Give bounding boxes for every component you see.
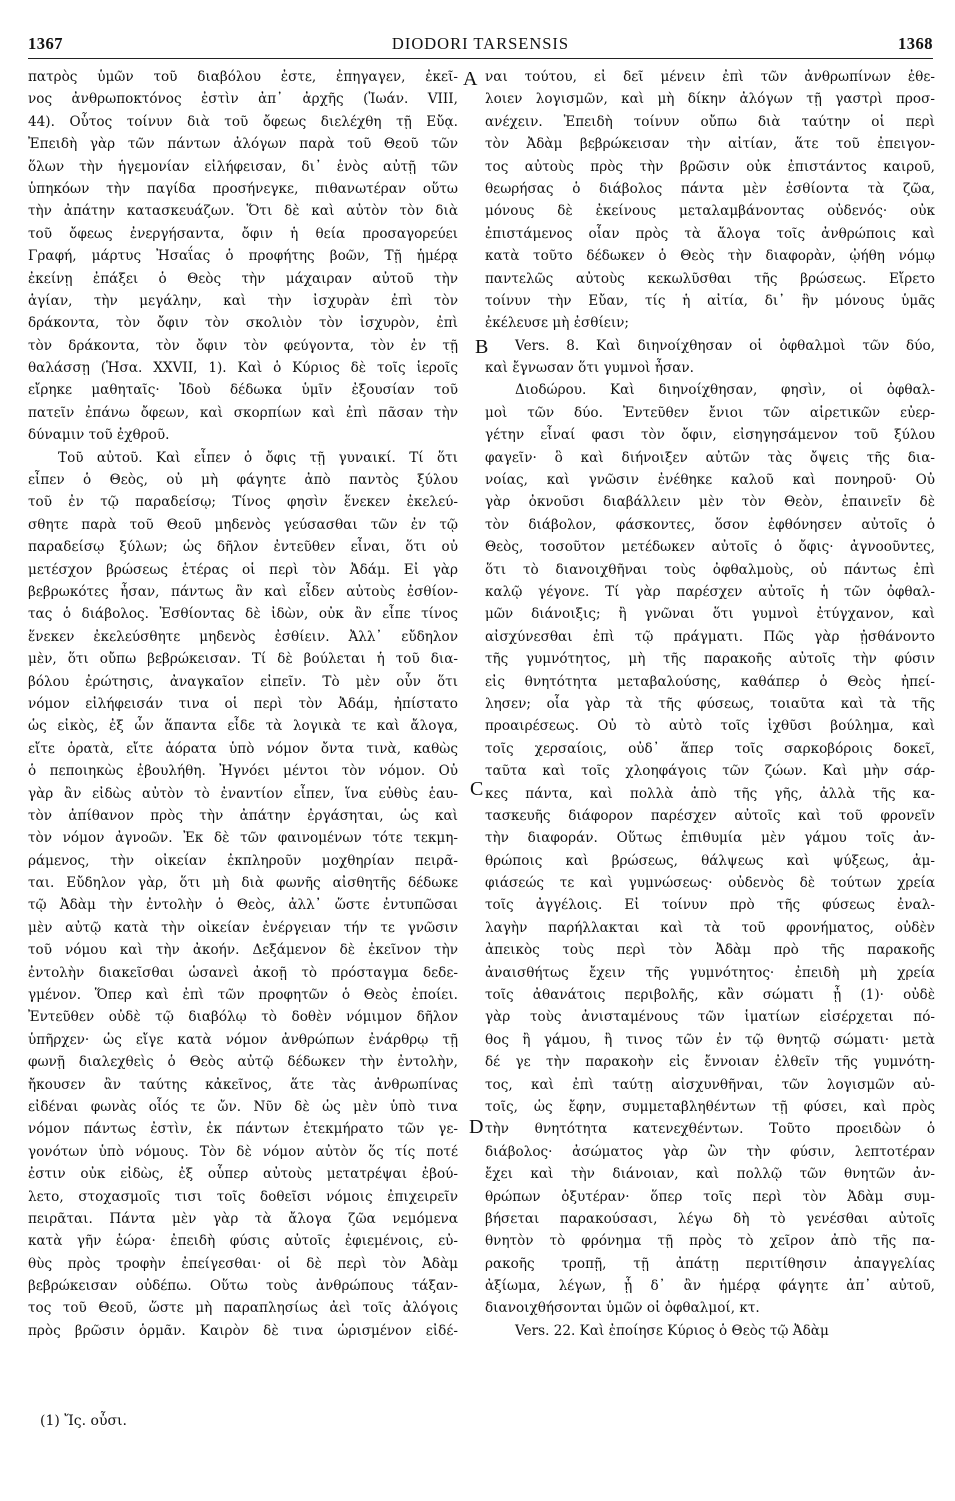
text-line: γὰρ ἂν εἰδὼς αὐτὸν τὸ ἐναντίον εἶπεν, ἵνα εὐθὺς ἑαυ- xyxy=(28,785,458,802)
text-line: τοῦ ἐν τῷ παραδείσῳ; Τίνος φησὶν ἕνεκεν ἐκελεύ- xyxy=(28,494,458,511)
text-line: ὁ πεποιηκὼς ἐβουλήθη. Ἠγνόει μέντοι τὸν νόμον. Οὐ xyxy=(28,763,458,780)
text-line: ἕνεκεν ἐκελεύσθητε μηδενὸς ἐσθίειν. Ἀλλ᾽ εὔδηλον xyxy=(28,628,458,645)
text-line: πατρὸς ὑμῶν τοῦ διαβόλου ἐστε, ἐπηγαγεν, ἐκεῖ- xyxy=(28,69,458,85)
text-line: θος ἢ γάμου, ἢ τινος τῶν ἐν τῷ θνητῷ σώματι· μετὰ xyxy=(485,1031,935,1048)
text-line: μοὶ τῶν δύο. Ἐντεῦθεν ἔνιοι τῶν αἱρετικῶν εὐερ- xyxy=(485,404,935,421)
text-line: βήσεται παρακούσασι, λέγω δὴ τὸ γενέσθαι αὐτοῖς xyxy=(485,1210,935,1227)
text-line: εἶπεν ὁ Θεὸς, οὐ μὴ φάγητε ἀπὸ παντὸς ξύλου xyxy=(28,472,458,489)
text-line: κατὰ γῆν ἑώρα· ἐπειδὴ φύσις αὐτοῖς ἐφιεμένοις, εὐ- xyxy=(28,1233,458,1250)
text-line: διανοιχθήσονται ὑμῶν οἱ ὀφθαλμοί, κτ. xyxy=(485,1300,760,1317)
text-line: τοῖς χερσαίοις, οὐδ᾽ ἅπερ τοῖς σαρκοβόροις δοκεῖ, xyxy=(485,740,935,757)
text-line: ράμενος, τὴν οἰκείαν ἐκπληροῦν μοχθηρίαν πειρᾶ- xyxy=(28,852,458,869)
text-line: θαλάσσῃ (Ἡσα. XXVII, 1). Καὶ ὁ Κύριος δὲ τοῖς ἱεροῖς xyxy=(28,360,458,377)
page-number-left: 1367 xyxy=(28,34,63,53)
text-line: ἐκείνῃ ἐπάξει ὁ Θεὸς τὴν μάχαιραν αὐτοῦ τὴν xyxy=(28,270,458,287)
text-line: νοίας, καὶ γνῶσιν ἐνέθηκε καλοῦ καὶ πονηροῦ· Οὐ xyxy=(485,472,935,489)
text-line: λαγὴν παρήλλακται καὶ τὰ τοῦ φρονήματος, οὐδὲν xyxy=(485,919,935,936)
text-line: ὅλων τὴν ἡγεμονίαν εἰλήφεισαν, δι᾽ ἑνὸς αὐτῇ τῶν xyxy=(28,158,458,175)
text-line: τασκευῆς διάφορον παρέσχεν αὐτοῖς καὶ τοῦ φρονεῖν xyxy=(485,807,935,824)
text-line: μῶν διάνοιξις; ἢ γνῶναι ὅτι γυμνοὶ ἐτύγχανον, καὶ xyxy=(485,606,935,623)
header-rule xyxy=(28,58,933,59)
text-line: γὰρ τοὺς ἀνισταμένους τῶν ἱματίων εἰσέρχεται πό- xyxy=(485,1009,935,1026)
text-line: γὰρ ὀκνοῦσι διαβάλλειν μὲν τὸν Θεὸν, ἐπαινεῖν δὲ xyxy=(485,494,935,511)
text-line: λησεν; οἷα γὰρ τὰ τῆς φύσεως, τοιαῦτα καὶ τὰ τῆς xyxy=(485,695,935,712)
text-line: ταῦτα καὶ τοῖς χλοηφάγοις τῶν ζώων. Καὶ μὴν σάρ- xyxy=(485,763,935,780)
text-line: ὑπῆρχεν· ὡς εἴγε κατὰ νόμον ἀνθρώπων ἐνάρθρῳ τῇ xyxy=(28,1031,458,1048)
text-line: βεβρώκεισαν οὐδέπω. Οὕτω τοὺς ἀνθρώπους τάξαν- xyxy=(28,1278,458,1295)
text-line: ται. Εὔδηλον γὰρ, ὅτι μὴ διὰ φωνῆς αἰσθητῆς δέδωκε xyxy=(28,875,458,892)
text-line: ἐκέλευσε μὴ ἐσθίειν; xyxy=(485,315,630,332)
text-line: τοίνυν τὴν Εὔαν, τίς ἡ αἰτία, δι᾽ ἣν μόνους ὑμᾶς xyxy=(485,292,935,309)
text-line: Ἐντεῦθεν οὐδὲ τῷ διαβόλῳ τὸ δοθὲν νόμιμον δῆλον xyxy=(28,1009,458,1026)
text-line: εἴρηκε μαθηταῖς· Ἰδοὺ δέδωκα ὑμῖν ἐξουσίαν τοῦ xyxy=(28,382,458,399)
text-line: μὲν, ὅτι οὔπω βεβρώκεισαν. Τί δὲ βούλεται ἡ τοῦ δια- xyxy=(28,651,458,668)
text-line: τοῖς ἀγγέλοις. Εἰ τοίνυν πρὸ τῆς φύσεως ἐναλ- xyxy=(485,897,935,914)
text-line: εἰδέναι φωνὰς οἷός τε ὤν. Νῦν δὲ ὡς μὲν ὑπὸ τινα xyxy=(28,1098,458,1115)
text-line: νος ἀνθρωποκτόνος ἐστὶν ἀπ᾽ ἀρχῆς (Ἰωάν. VIII, xyxy=(28,91,458,108)
text-line: ρακοῆς τροπῇ, τῇ ἀπάτῃ περιτίθησιν ἀπαγγελίας xyxy=(485,1255,935,1272)
text-line: ἀναισθήτως ἔχειν τῆς γυμνότητος· ἐπειδὴ μὴ χρεία xyxy=(485,964,935,981)
text-line: καὶ ἔγνωσαν ὅτι γυμνοὶ ἦσαν. xyxy=(485,360,695,377)
text-line: σθητε παρὰ τοῦ Θεοῦ μηδενὸς γεύσασθαι τῶν ἐν τῷ xyxy=(28,516,458,533)
text-line: τῆς γυμνότητος, μὴ τῆς παρακοῆς αὐτοῖς τὴν φύσιν xyxy=(485,651,935,668)
text-line: τοῦ ὄφεως ἐνεργήσαντα, ὄφιν ἡ θεία προσαγορεύει xyxy=(28,225,458,242)
text-line: παντελῶς αὐτοὺς κεκωλῦσθαι τῆς βρώσεως. Εἴρετο xyxy=(485,270,935,287)
text-line: μόνους δὲ ἐκείνους μεταλαμβάνοντας οὐδενός· οὐκ xyxy=(485,203,935,220)
text-line: λοιεν λογισμῶν, καὶ μὴ δίκην ἀλόγων τῇ γαστρὶ προσ- xyxy=(485,91,935,108)
text-line: Θεὸς, τοσοῦτον μετέδωκεν αὐτοῖς ὁ ὄφις· ἀγνοοῦντες, xyxy=(485,539,935,556)
text-line: τος, καὶ ἐπὶ ταύτῃ αἰσχυνθῆναι, τῶν λογισμῶν αὐ- xyxy=(485,1076,935,1093)
text-line: Τοῦ αὐτοῦ. Καὶ εἶπεν ὁ ὄφις τῇ γυναικί. Τί ὅτι xyxy=(58,449,458,466)
text-line: τῷ Ἀδὰμ τὴν ἐντολὴν ὁ Θεὸς, ἀλλ᾽ ὥστε ἐντυπῶσαι xyxy=(28,897,458,914)
section-marker-b: B xyxy=(475,336,489,358)
text-line: τὴν διαφοράν. Οὕτως ἐπιθυμία μὲν γάμου τοῖς ἀν- xyxy=(485,830,935,847)
text-line: ἐπιστάμενος οἷαν πρὸς τὰ ἄλογα τοῖς ἀνθρώποις καὶ xyxy=(485,225,935,242)
text-line: τοῖς, ὡς ἔφην, συμμεταβληθέντων τῇ φύσει, καὶ πρὸς xyxy=(485,1098,935,1115)
text-line: βόλου ἐρώτησις, ἀναγκαῖον εἰπεῖν. Τὸ μὲν οὖν ὅτι xyxy=(28,673,458,690)
text-line: εἴτε ὁρατὰ, εἴτε ἀόρατα ὑπὸ νόμον ὄντα τινὰ, καθὼς xyxy=(28,740,458,757)
text-line: τὸν νόμον ἀγνοῶν. Ἐκ δὲ τῶν φαινομένων τότε τεκμη- xyxy=(28,830,458,847)
text-line: θὺς πρὸς τροφὴν ἐπείγεσθαι· οἱ δὲ περὶ τὸν Ἀδὰμ xyxy=(28,1255,458,1272)
footnote: (1) Ἴς. οὖσι. xyxy=(40,1413,127,1429)
text-line: τος αὐτοὺς πρὸς τὴν βρῶσιν οὐκ ἐπιστάντος καιροῦ, xyxy=(485,158,935,175)
text-line: γμένον. Ὅπερ καὶ ἐπὶ τῶν προφητῶν ὁ Θεὸς ἐποίει. xyxy=(28,987,458,1004)
text-line: λετο, στοχασμοῖς τισι τοῖς δοθεῖσι νόμοις ἐπιχειρεῖν xyxy=(28,1188,458,1205)
text-line: θρώπων ὀξυτέραν· ὅπερ τοῖς περὶ τὸν Ἀδὰμ συμ- xyxy=(485,1188,935,1205)
text-line: φιάσεώς τε καὶ γυμνώσεως· οὐδενὸς δὲ τούτων χρεία xyxy=(485,875,935,892)
text-line: ὅτι τὸ διανοιχθῆναι τοὺς ὀφθαλμοὺς, οὐ πάντως ἐπὶ xyxy=(485,561,935,578)
text-line: δράκοντα, τὸν ὄφιν τὸν σκολιὸν τὸν ἰσχυρὸν, ἐπὶ xyxy=(28,315,458,332)
text-line: προαιρέσεως. Οὐ τὸ αὐτὸ τοῖς ἰχθῦσι βούλημα, καὶ xyxy=(485,718,935,735)
text-line: εἰς θνητότητα μεταβαλούσης, καθάπερ ὁ Θεὸς ἠπεί- xyxy=(485,673,935,690)
text-line: πειρᾶται. Πάντα μὲν γὰρ τὰ ἄλογα ζῶα νεμόμενα xyxy=(28,1210,458,1227)
text-line: θνητὸν τὸ φρόνημα τῇ πρὸς τὸ χεῖρον ἀπὸ τῆς πα- xyxy=(485,1233,935,1250)
text-line: φαγεῖν· ὃ καὶ διήνοιξεν αὐτῶν τὰς ὄψεις τῆς δια- xyxy=(485,449,935,466)
text-line: τὸν ἀπίθανον πρὸς τὴν ἀπάτην ἐργάσηται, ὡς καὶ xyxy=(28,807,458,824)
text-line: βεβρωκότες ἦσαν, πάντως ἂν καὶ εἶδεν αὐτοὺς ἐσθίον- xyxy=(28,583,458,600)
text-line: τὴν ἀπάτην κατασκευάζων. Ὅτι δὲ καὶ αὐτὸν τὸν διὰ xyxy=(28,203,458,220)
text-line: παραδείσῳ ξύλων; ὡς δῆλον ἐντεῦθεν εἶναι, ὅτι οὐ xyxy=(28,539,458,556)
text-line: διάβολος· ἀσώματος γὰρ ὢν τὴν φύσιν, λεπτοτέραν xyxy=(485,1143,935,1160)
text-line: ἔχει καὶ τὴν διάνοιαν, καὶ πολλῷ τῶν θνητῶν ἀν- xyxy=(485,1166,935,1183)
text-line: πρὸς βρῶσιν ὁρμᾶν. Καιρὸν δὲ τινα ὡρισμένον εἰδέ- xyxy=(28,1322,458,1339)
text-line: Vers. 8. Καὶ διηνοίχθησαν οἱ ὀφθαλμοὶ τῶν δύο, xyxy=(515,337,935,354)
text-line: κες πάντα, καὶ πολλὰ ἀπὸ τῆς γῆς, ἀλλὰ τῆς κα- xyxy=(485,785,935,802)
running-head xyxy=(28,34,933,56)
text-line: τὸν διάβολον, φάσκοντες, ὅσον ἐφθόνησεν αὐτοῖς ὁ xyxy=(485,516,935,533)
text-line: τοῖς ἀθανάτοις περιβολῆς, κἂν σώματι ᾖ (1)· οὐδὲ xyxy=(485,987,935,1004)
text-line: 44). Οὗτος τοίνυν διὰ τοῦ ὄφεως διελέχθη τῇ Εὔᾳ. xyxy=(28,113,458,130)
text-line: κατὰ τοῦτο δέδωκεν ὁ Θεὸς τὴν διαφορὰν, ᾠήθη νόμῳ xyxy=(485,248,935,265)
text-line: ὡς εἰκὸς, ἐξ ὧν ἅπαντα εἶδε τὰ λογικὰ τε καὶ ἄλογα, xyxy=(28,718,458,735)
section-marker-a: A xyxy=(463,68,478,90)
text-line: νόμον πάντως ἐστὶν, ἐκ πάντων ἐτεκμήρατο τῶν γε- xyxy=(28,1121,458,1138)
left-column xyxy=(28,66,458,1342)
text-line: αἰσχύνεσθαι ἐπὶ τῷ πράγματι. Πῶς γὰρ ᾐσθάνοντο xyxy=(485,628,935,645)
text-line: τας ὁ διάβολος. Ἐσθίοντας δὲ ἰδὼν, οὐκ ἂν εἶπε τίνος xyxy=(28,606,458,623)
text-line: πατεῖν ἐπάνω ὄφεων, καὶ σκορπίων καὶ ἐπὶ πᾶσαν τὴν xyxy=(28,404,458,421)
text-line: δέ γε τὴν παρακοὴν εἰς ἔννοιαν ἐλθεῖν τῆς γυμνότη- xyxy=(485,1054,935,1071)
text-line: ἤκουσεν ἂν ταύτης κἀκεῖνος, ἅτε τὰς ἀνθρωπίνας xyxy=(28,1076,458,1093)
text-line: καλῷ γέγονε. Τί γὰρ παρέσχεν αὐτοῖς ἡ τῶν ὀφθαλ- xyxy=(485,583,935,600)
text-line: δύναμιν τοῦ ἐχθροῦ. xyxy=(28,427,170,444)
text-line: γονότων ὑπὸ νόμους. Τὸν δὲ νόμον αὐτὸν ὅς τίς ποτέ xyxy=(28,1143,458,1160)
text-line: τὴν θνητότητα κατενεχθέντων. Τοῦτο προειδὼν ὁ xyxy=(485,1121,935,1138)
text-line: Ἐπειδὴ γὰρ τῶν πάντων ἀλόγων παρὰ τοῦ Θεοῦ τῶν xyxy=(28,136,458,153)
text-line: ἁγίαν, τὴν μεγάλην, καὶ τὴν ἰσχυρὰν ἐπὶ τὸν xyxy=(28,292,458,309)
text-line: ἀξίωμα, λέγων, ᾗ δ᾽ ἂν ἡμέρᾳ φάγητε ἀπ᾽ αὐτοῦ, xyxy=(485,1278,935,1295)
text-line: μετέσχον βρώσεως ἑτέρας οἱ περὶ τὸν Ἀδάμ. Εἰ γὰρ xyxy=(28,561,458,578)
text-line: τοῦ νόμου καὶ τὴν ἀκοήν. Δεξάμενον δὲ ἐκεῖνον τὴν xyxy=(28,942,458,959)
text-line: ἀπεικὸς τοὺς περὶ τὸν Ἀδὰμ πρὸ τῆς παρακοῆς xyxy=(485,942,935,959)
text-line: γέτην εἶναί φασι τὸν ὄφιν, εἰσηγησάμενον τοῦ ξύλου xyxy=(485,427,935,444)
text-line: ναι τούτου, εἰ δεῖ μένειν ἐπὶ τῶν ἀνθρωπίνων ἐθε- xyxy=(485,69,935,85)
text-line: ανέχειν. Ἐπειδὴ τοίνυν οὔπω διὰ ταύτην οἱ περὶ xyxy=(485,113,935,130)
page-number-right: 1368 xyxy=(898,34,933,53)
text-line: ἐντολὴν διακεῖσθαι ὡσανεὶ ἀκοῇ τὸ πρόσταγμα δεδε- xyxy=(28,964,458,981)
text-line: μὲν αὐτῷ κατὰ τὴν οἰκείαν ἐνέργειαν τήν τε γνῶσιν xyxy=(28,919,458,936)
right-column xyxy=(485,66,935,1342)
section-marker-d: D xyxy=(469,1116,484,1138)
text-line: Διοδώρου. Καὶ διηνοίχθησαν, φησὶν, οἱ ὀφθαλ- xyxy=(515,382,935,399)
text-line: Γραφή, μάρτυς Ἠσαΐας ὁ προφήτης βοῶν, Τῇ ἡμέρᾳ xyxy=(28,248,458,265)
text-line: θρώποις καὶ βρώσεως, θάλψεως καὶ ψύξεως, ἀμ- xyxy=(485,852,935,869)
text-line: τὸν δράκοντα, τὸν ὄφιν τὸν φεύγοντα, τὸν ἐν τῇ xyxy=(28,337,458,354)
text-line: νόμον εἰλήφεισάν τινα οἱ περὶ τὸν Ἀδάμ, ἠπίστατο xyxy=(28,695,458,712)
text-line: φωνῇ διαλεχθεὶς ὁ Θεὸς αὐτῷ δέδωκεν τὴν ἐντολὴν, xyxy=(28,1054,458,1071)
section-marker-c: C xyxy=(470,778,484,800)
text-line: τὸν Ἀδὰμ βεβρώκεισαν τὴν αἰτίαν, ἅτε τοῦ ἐπειγον- xyxy=(485,136,935,153)
text-line: ὑπηκόων τὴν παγίδα προσήνεγκε, πιθανωτέραν οὕτω xyxy=(28,180,458,197)
text-line: τος τοῦ Θεοῦ, ὥστε μὴ παραπλησίως ἀεὶ τοῖς ἀλόγοις xyxy=(28,1300,458,1317)
running-title: DIODORI TARSENSIS xyxy=(391,34,570,53)
text-line: θεωρήσας ὁ διάβολος πάντα μὲν ἐσθίοντα τὰ ζῶα, xyxy=(485,180,935,197)
text-line: ἐστιν οὐκ εἰδὼς, ἐξ οὗπερ αὐτοὺς μετατρέψαι ἐβού- xyxy=(28,1166,458,1183)
text-line: Vers. 22. Καὶ ἐποίησε Κύριος ὁ Θεὸς τῷ Ἀδὰμ xyxy=(515,1322,829,1339)
